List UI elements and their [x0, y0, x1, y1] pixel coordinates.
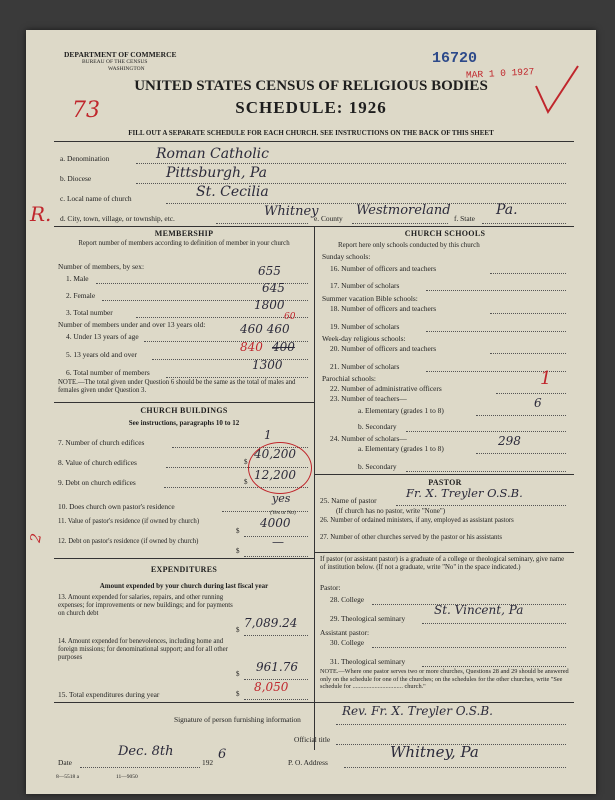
- official-title-label: Official title: [294, 735, 331, 744]
- footer-rule: [54, 702, 574, 703]
- membership-note: NOTE.—The total given under Question 6 should be the same as the total of males and females given under Question 3.: [58, 379, 296, 394]
- pastor-name-label: 25. Name of pastor: [320, 496, 377, 505]
- assistant-college-line: [372, 638, 566, 648]
- sunday-officers-label: 16. Number of officers and teachers: [330, 264, 437, 273]
- bureau-name: BUREAU OF THE CENSUS: [82, 59, 148, 65]
- sunday-scholars-line: [426, 281, 566, 291]
- sunday-scholars-label: 17. Number of scholars: [330, 281, 400, 290]
- date-line: [80, 758, 200, 768]
- margin-note-73: 73: [72, 98, 100, 123]
- weekday-scholars-label: 21. Number of scholars: [330, 362, 400, 371]
- date-label: Date: [58, 758, 72, 767]
- under-13-extra: 60: [284, 312, 296, 322]
- teachers-elementary-label: a. Elementary (grades 1 to 8): [358, 406, 444, 415]
- under-13-value: 460 460: [240, 322, 290, 336]
- margin-note-side: 2: [27, 532, 46, 544]
- pastor-mid-rule: [314, 552, 574, 553]
- edifices-debt-label: 9. Debt on church edifices: [58, 478, 136, 487]
- benevolences-dollar: $: [236, 670, 240, 678]
- denomination-label: a. Denomination: [60, 154, 110, 163]
- city-value: Whitney: [264, 204, 319, 219]
- male-label: 1. Male: [66, 274, 89, 283]
- total-number-value: 1800: [254, 298, 285, 312]
- weekday-officers-line: [490, 344, 566, 354]
- date-value: Dec. 8th: [118, 744, 174, 759]
- owns-residence-value: yes: [272, 492, 291, 505]
- summer-officers-label: 18. Number of officers and teachers: [330, 304, 437, 313]
- total-dollar: $: [236, 690, 240, 698]
- total-expenditures-label: 15. Total expenditures during year: [58, 690, 160, 699]
- sunday-officers-line: [490, 264, 566, 274]
- form-number: 8—5518 a: [56, 774, 80, 780]
- owns-residence-label: 10. Does church own pastor's residence: [58, 502, 175, 511]
- summer-officers-line: [490, 304, 566, 314]
- expenditures-intro: Amount expended by your church during last fiscal year: [99, 582, 269, 590]
- teachers-elementary-line: [476, 406, 566, 416]
- residence-debt-amount: —: [272, 535, 284, 549]
- residence-value-amount: 4000: [260, 516, 291, 530]
- pastor-title: PASTOR: [428, 478, 462, 487]
- summer-scholars-label: 19. Number of scholars: [330, 322, 400, 331]
- yes-no-hint: (Yes or No): [270, 510, 296, 516]
- buildings-bottom-rule: [54, 558, 314, 559]
- teachers-label: 23. Number of teachers—: [330, 394, 407, 403]
- male-value: 655: [258, 264, 281, 278]
- assistant-pastors-label: 26. Number of ordained ministers, if any, employed as assistant pastors: [320, 517, 514, 524]
- schools-bottom-rule: [314, 474, 574, 475]
- scholars-elementary-label: a. Elementary (grades 1 to 8): [358, 444, 444, 453]
- form-subtitle: SCHEDULE: 1926: [235, 98, 387, 117]
- graduate-note: If pastor (or assistant pastor) is a graduate of a college or theological seminary, give name of institution below. (If not a graduate, write "No" in the space indicated.): [320, 556, 565, 571]
- county-label: e. County: [314, 214, 343, 223]
- seminary-value: St. Vincent, Pa: [434, 603, 524, 617]
- residence-value-label: 11. Value of pastor's residence (if owned by church): [58, 518, 200, 525]
- by-sex-label: Number of members, by sex:: [58, 262, 144, 271]
- department-name: DEPARTMENT OF COMMERCE: [64, 50, 177, 59]
- column-divider: [314, 226, 315, 750]
- pastor-sub-label: Pastor:: [320, 583, 341, 592]
- assistant-pastor-label: Assistant pastor:: [320, 628, 370, 637]
- edifices-value-amount: 40,200: [254, 447, 296, 461]
- over-13-value: 840: [240, 340, 263, 354]
- po-address-value: Whitney, Pa: [390, 743, 479, 761]
- edifices-count-label: 7. Number of church edifices: [58, 438, 145, 447]
- edifices-value-label: 8. Value of church edifices: [58, 458, 137, 467]
- seminary-label: 29. Theological seminary: [330, 614, 406, 623]
- year-prefix: 192: [202, 758, 214, 767]
- benevolences-amount: 961.76: [256, 660, 298, 674]
- admin-officers-label: 22. Number of administrative officers: [330, 384, 442, 393]
- total-members-line: [166, 368, 308, 378]
- teachers-secondary-label: b. Secondary: [358, 422, 397, 431]
- over-13-struck-value: 400: [272, 340, 295, 354]
- multi-church-note: NOTE.—Where one pastor serves two or more churches, Questions 28 and 29 should be answered only on the schedule for one of the churches; on the schedules for the other churches, write "See schedule for ................................ church.": [320, 668, 569, 691]
- header-rule: [54, 141, 574, 142]
- edifices-debt-amount: 12,200: [254, 468, 296, 482]
- margin-note-r: R.: [30, 202, 52, 226]
- weekday-schools-label: Week-day religious schools:: [322, 334, 406, 343]
- running-dollar: $: [236, 626, 240, 634]
- running-expenses-label: 13. Amount expended for salaries, repairs, and other running expenses; for improvements or new buildings; and for payments on church debt: [58, 594, 233, 617]
- diocese-value: Pittsburgh, Pa: [166, 165, 268, 181]
- diocese-label: b. Diocese: [60, 174, 92, 183]
- college-label: 28. College: [330, 595, 365, 604]
- schedule-number: 16720: [432, 50, 478, 67]
- buildings-title: CHURCH BUILDINGS: [140, 406, 228, 415]
- running-expenses-amount: 7,089.24: [244, 616, 298, 630]
- schools-intro: Report here only schools conducted by this church: [338, 241, 480, 249]
- residence-debt-label: 12. Debt on pastor's residence (if owned by church): [58, 538, 199, 545]
- pastor-none-hint: (If church has no pastor, write "None"): [336, 507, 446, 515]
- parochial-schools-label: Parochial schools:: [322, 374, 376, 383]
- city-name: WASHINGTON: [108, 66, 145, 72]
- other-churches-label: 27. Number of other churches served by the pastor or his assistants: [320, 534, 502, 541]
- total-members-label: 6. Total number of members: [66, 368, 150, 377]
- summer-schools-label: Summer vacation Bible schools:: [322, 294, 418, 303]
- sunday-schools-label: Sunday schools:: [322, 252, 371, 261]
- assistant-seminary-line: [422, 657, 566, 667]
- schools-title: CHURCH SCHOOLS: [404, 229, 486, 238]
- po-address-label: P. O. Address: [288, 758, 328, 767]
- teachers-secondary-line: [406, 422, 566, 432]
- female-label: 2. Female: [66, 291, 96, 300]
- red-circle-annotation: [248, 442, 312, 494]
- scholars-label: 24. Number of scholars—: [330, 434, 407, 443]
- year-value: 6: [218, 747, 227, 762]
- buildings-subtitle: See instructions, paragraphs 10 to 12: [128, 419, 240, 427]
- teachers-elementary-value: 6: [534, 396, 542, 410]
- local-church-label: c. Local name of church: [60, 194, 132, 203]
- edifices-count-value: 1: [264, 428, 272, 442]
- signature-label: Signature of person furnishing information: [174, 715, 301, 724]
- residence-debt-dollar: $: [236, 547, 240, 555]
- scholars-secondary-label: b. Secondary: [358, 462, 397, 471]
- debt-dollar: $: [244, 478, 248, 486]
- total-number-label: 3. Total number: [66, 308, 113, 317]
- residence-dollar: $: [236, 527, 240, 535]
- over-13-label: 5. 13 years old and over: [66, 350, 138, 359]
- expenditures-title: EXPENDITURES: [150, 565, 218, 574]
- membership-intro: Report number of members according to definition of member in your church: [78, 240, 290, 247]
- state-line: [482, 214, 566, 224]
- fill-instruction: FILL OUT A SEPARATE SCHEDULE FOR EACH CHURCH. SEE INSTRUCTIONS ON THE BACK OF THIS SHEET: [128, 129, 494, 137]
- summer-scholars-line: [426, 322, 566, 332]
- admin-officers-value: 1: [540, 368, 552, 389]
- total-members-value: 1300: [252, 358, 283, 372]
- pastor-name-value: Fr. X. Treyler O.S.B.: [406, 486, 523, 500]
- admin-officers-line: [496, 384, 566, 394]
- weekday-officers-label: 20. Number of officers and teachers: [330, 344, 437, 353]
- edifices-dollar: $: [244, 458, 248, 466]
- print-number: 11—9050: [116, 774, 138, 780]
- scholars-elementary-line: [476, 444, 566, 454]
- city-label: d. City, town, village, or township, etc.: [60, 214, 175, 223]
- census-schedule-sheet: [26, 30, 596, 794]
- scholars-secondary-line: [406, 462, 566, 472]
- scholars-elementary-value: 298: [498, 434, 521, 448]
- signature-value: Rev. Fr. X. Treyler O.S.B.: [342, 704, 493, 718]
- membership-title: MEMBERSHIP: [154, 229, 214, 238]
- membership-bottom-rule: [54, 402, 314, 403]
- form-title: UNITED STATES CENSUS OF RELIGIOUS BODIES: [134, 78, 488, 94]
- assistant-college-label: 30. College: [330, 638, 365, 647]
- total-expenditures-amount: 8,050: [254, 680, 289, 694]
- female-value: 645: [262, 281, 285, 295]
- state-label: f. State: [454, 214, 475, 223]
- state-value: Pa.: [496, 202, 518, 218]
- county-value: Westmoreland: [356, 203, 451, 218]
- under-13-label: 4. Under 13 years of age: [66, 332, 139, 341]
- received-stamp: MAR 1 0 1927: [465, 66, 535, 81]
- benevolences-label: 14. Amount expended for benevolences, including home and foreign missions; for denominational support; and for all other purposes: [58, 638, 228, 661]
- assistant-seminary-label: 31. Theological seminary: [330, 657, 406, 666]
- local-church-value: St. Cecilia: [196, 184, 269, 200]
- denomination-value: Roman Catholic: [156, 146, 269, 162]
- age-intro-label: Number of members under and over 13 years old:: [58, 320, 206, 329]
